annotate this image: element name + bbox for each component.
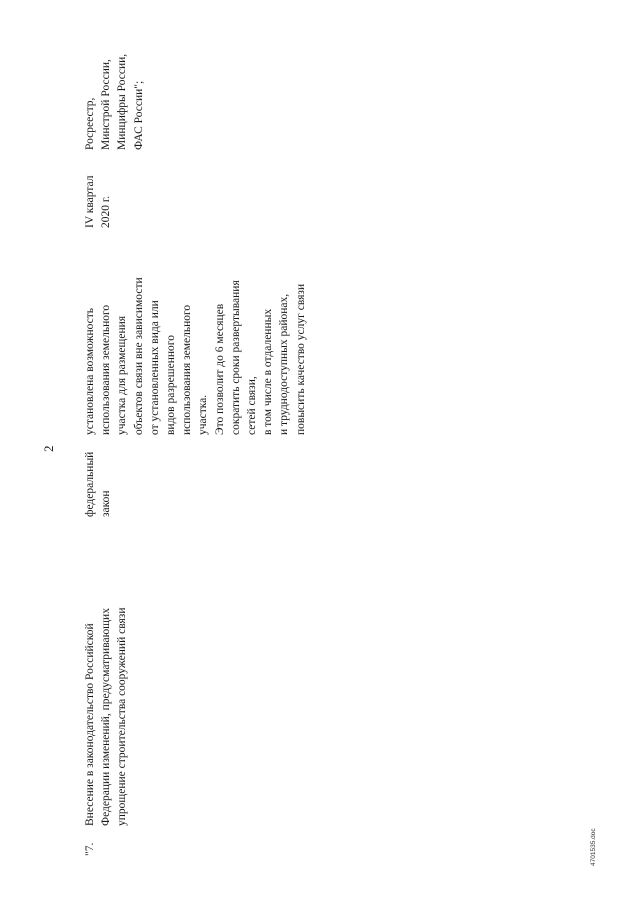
responsible-cell xyxy=(82,54,147,150)
responsible-line: Минцифры России, xyxy=(116,53,129,150)
result-line: использования земельного xyxy=(181,304,194,435)
document-type-cell xyxy=(82,452,114,517)
deadline-line: IV квартал xyxy=(84,175,96,228)
document-id: 4701535.doc xyxy=(590,828,597,866)
result-cell xyxy=(82,277,309,435)
result-line: сократить сроки развертывания xyxy=(229,280,242,435)
deadline-cell xyxy=(82,176,114,228)
result-line: участка. xyxy=(197,394,210,435)
result-line: установлена возможность xyxy=(84,307,96,435)
page-number: 2 xyxy=(41,445,56,452)
result-line: видов разрешенного xyxy=(165,335,178,435)
measure-line: упрощение строительства сооружений связи xyxy=(116,607,129,826)
measure-line: Внесение в законодательство Российской xyxy=(84,623,96,826)
deadline-line: 2020 г. xyxy=(100,195,113,228)
result-line: и труднодоступных районах, xyxy=(278,293,291,435)
result-line: Это позволит до 6 месяцев xyxy=(213,303,226,435)
document-type-line: федеральный xyxy=(84,451,96,517)
result-line: сетей связи, xyxy=(246,376,259,435)
responsible-line: Росреестр, xyxy=(84,97,96,150)
measure-cell xyxy=(82,608,131,826)
result-line: использования земельного xyxy=(100,304,113,435)
measure-line: Федерации изменений, предусматривающих xyxy=(100,608,113,826)
row-number: "7. xyxy=(84,842,96,856)
result-line: от установленных вида или xyxy=(148,300,161,435)
responsible-line: Минстрой России, xyxy=(100,59,113,150)
document-type-line: закон xyxy=(100,490,113,517)
result-line: повысить качество услуг связи xyxy=(294,283,307,435)
result-line: в том числе в отдаленных xyxy=(262,308,275,435)
result-line: участка для размещения xyxy=(116,315,129,435)
result-line: объектов связи вне зависимости xyxy=(132,277,145,435)
responsible-line: ФАС России"; xyxy=(132,80,145,150)
